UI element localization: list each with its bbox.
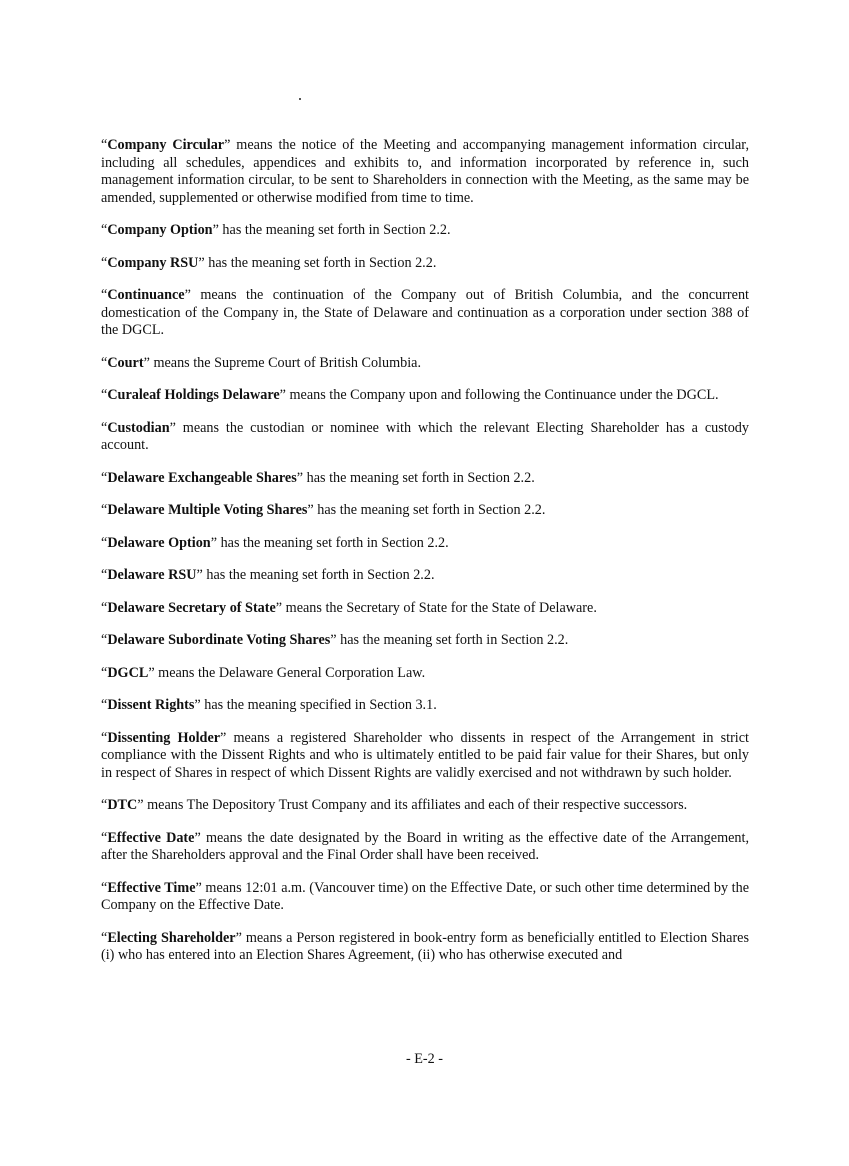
definition-text: means a registered Shareholder who dissents in respect of the Arrangement in strict compliance with the Dissent Rights and who is ultimately entitled to be paid fair value for their Shares, but only in respect of Shares in respect of which Dissent Rights are validly exercised and not withdrawn by such holder. xyxy=(101,729,749,781)
definition-text: means 12:01 a.m. (Vancouver time) on the Effective Date, or such other time determined by the Company on the Effective Date. xyxy=(101,879,749,913)
definition-dissent-rights: “Dissent Rights” has the meaning specified in Section 3.1. xyxy=(101,697,437,713)
definition-text: means the Company upon and following the Continuance under the DGCL. xyxy=(285,387,719,403)
definitions-list xyxy=(101,137,749,980)
page-number: - E-2 - xyxy=(405,1051,444,1067)
term: Delaware Subordinate Voting Shares xyxy=(107,632,331,648)
term: Delaware Secretary of State xyxy=(107,599,276,616)
definition-effective-date: “Effective Date” means the date designated by the Board in writing as the effective date of the Arrangement, after the Shareholders approval and the Final Order shall have been received. xyxy=(101,829,749,863)
definition-dissenting-holder: “Dissenting Holder” means a registered Shareholder who dissents in respect of the Arrangement in strict compliance with the Dissent Rights and who is ultimately entitled to be paid fair value for their Shares, but only in respect of Shares in respect of which Dissent Rights are validly exercised and not withdrawn by such holder. xyxy=(101,729,749,781)
definition-text: has the meaning set forth in Section 2.2. xyxy=(336,632,569,648)
definition-court: “Court” means the Supreme Court of British Columbia. xyxy=(101,354,421,371)
term: DTC xyxy=(107,797,138,813)
definition-text: means the continuation of the Company out of British Columbia, and the concurrent domestication of the Company in, the State of Delaware and continuation as a corporation under section 388 of the DGCL. xyxy=(101,287,749,338)
term: Court xyxy=(107,354,144,371)
definition-delaware-exchangeable-shares: “Delaware Exchangeable Shares” has the meaning set forth in Section 2.2. xyxy=(101,469,535,486)
definition-text: has the meaning specified in Section 3.1. xyxy=(200,697,437,713)
term: Custodian xyxy=(107,419,170,436)
definition-text: means the Delaware General Corporation Law. xyxy=(154,664,426,681)
definition-delaware-subordinate-voting-shares: “Delaware Subordinate Voting Shares” has the meaning set forth in Section 2.2. xyxy=(101,632,569,648)
term: Company RSU xyxy=(107,254,199,271)
definition-custodian: “Custodian” means the custodian or nominee with which the relevant Electing Shareholder has a custody account. xyxy=(101,419,749,453)
definition-text: means the Supreme Court of British Columbia. xyxy=(149,354,421,371)
definition-delaware-multiple-voting-shares: “Delaware Multiple Voting Shares” has the meaning set forth in Section 2.2. xyxy=(101,502,546,518)
definition-text: means The Depository Trust Company and its affiliates and each of their respective successors. xyxy=(143,797,688,813)
term: DGCL xyxy=(107,664,149,681)
definition-text: has the meaning set forth in Section 2.2. xyxy=(218,222,451,238)
definition-dgcl: “DGCL” means the Delaware General Corporation Law. xyxy=(101,664,426,681)
definition-text: has the meaning set forth in Section 2.2. xyxy=(313,502,546,518)
definition-text: means the custodian or nominee with which the relevant Electing Shareholder has a custody account. xyxy=(101,419,749,453)
stray-mark xyxy=(299,98,301,100)
term: Company Option xyxy=(107,222,213,238)
term: Electing Shareholder xyxy=(107,929,236,946)
definition-company-circular: “Company Circular” means the notice of the Meeting and accompanying management information circular, including all schedules, appendices and exhibits to, and information incorporated by reference in, such management information circular, to be sent to Shareholders in connection with the Meeting, as the same may be amended, supplemented or otherwise modified from time to time. xyxy=(101,137,749,206)
definition-dtc: “DTC” means The Depository Trust Company and its affiliates and each of their respective successors. xyxy=(101,797,688,813)
definition-continuance: “Continuance” means the continuation of the Company out of British Columbia, and the concurrent domestication of the Company in, the State of Delaware and continuation as a corporation under section 388 of the DGCL. xyxy=(101,287,749,338)
definition-text: means the date designated by the Board in writing as the effective date of the Arrangement, after the Shareholders approval and the Final Order shall have been received. xyxy=(101,829,749,863)
definition-delaware-secretary-of-state: “Delaware Secretary of State” means the Secretary of State for the State of Delaware. xyxy=(101,599,597,616)
definition-text: has the meaning set forth in Section 2.2. xyxy=(202,567,435,583)
term: Dissenting Holder xyxy=(107,729,221,746)
definition-electing-shareholder: “Electing Shareholder” means a Person registered in book-entry form as beneficially entitled to Election Shares (i) who has entered into an Election Shares Agreement, (ii) who has otherwise executed and xyxy=(101,929,749,963)
definition-text: has the meaning set forth in Section 2.2. xyxy=(217,534,449,551)
definition-curaleaf-holdings-delaware: “Curaleaf Holdings Delaware” means the Company upon and following the Continuance under the DGCL. xyxy=(101,387,719,403)
term: Delaware Multiple Voting Shares xyxy=(107,502,308,518)
definition-delaware-option: “Delaware Option” has the meaning set forth in Section 2.2. xyxy=(101,534,449,551)
definition-text: means the Secretary of State for the State of Delaware. xyxy=(282,599,597,616)
term: Delaware Option xyxy=(107,534,211,551)
term: Effective Time xyxy=(107,879,196,896)
definition-text: has the meaning set forth in Section 2.2. xyxy=(204,254,437,271)
definition-effective-time: “Effective Time” means 12:01 a.m. (Vancouver time) on the Effective Date, or such other time determined by the Company on the Effective Date. xyxy=(101,879,749,913)
term: Continuance xyxy=(107,287,185,303)
definition-text: means the notice of the Meeting and accompanying management information circular, including all schedules, appendices and exhibits to, and information incorporated by reference in, such management information circular, to be sent to Shareholders in connection with the Meeting, as the same may be amended, supplemented or otherwise modified from time to time. xyxy=(101,137,749,206)
definition-delaware-rsu: “Delaware RSU” has the meaning set forth in Section 2.2. xyxy=(101,567,435,583)
definition-company-rsu: “Company RSU” has the meaning set forth in Section 2.2. xyxy=(101,254,437,271)
term: Company Circular xyxy=(107,137,225,153)
term: Dissent Rights xyxy=(107,697,195,713)
term: Effective Date xyxy=(107,829,195,846)
definition-text: has the meaning set forth in Section 2.2. xyxy=(303,469,535,486)
term: Delaware Exchangeable Shares xyxy=(107,469,297,486)
definition-company-option: “Company Option” has the meaning set forth in Section 2.2. xyxy=(101,222,451,238)
term: Curaleaf Holdings Delaware xyxy=(107,387,280,403)
term: Delaware RSU xyxy=(107,567,197,583)
definition-text: means a Person registered in book-entry form as beneficially entitled to Election Shares (i) who has entered into an Election Shares Agreement, (ii) who has otherwise executed and xyxy=(101,929,749,963)
